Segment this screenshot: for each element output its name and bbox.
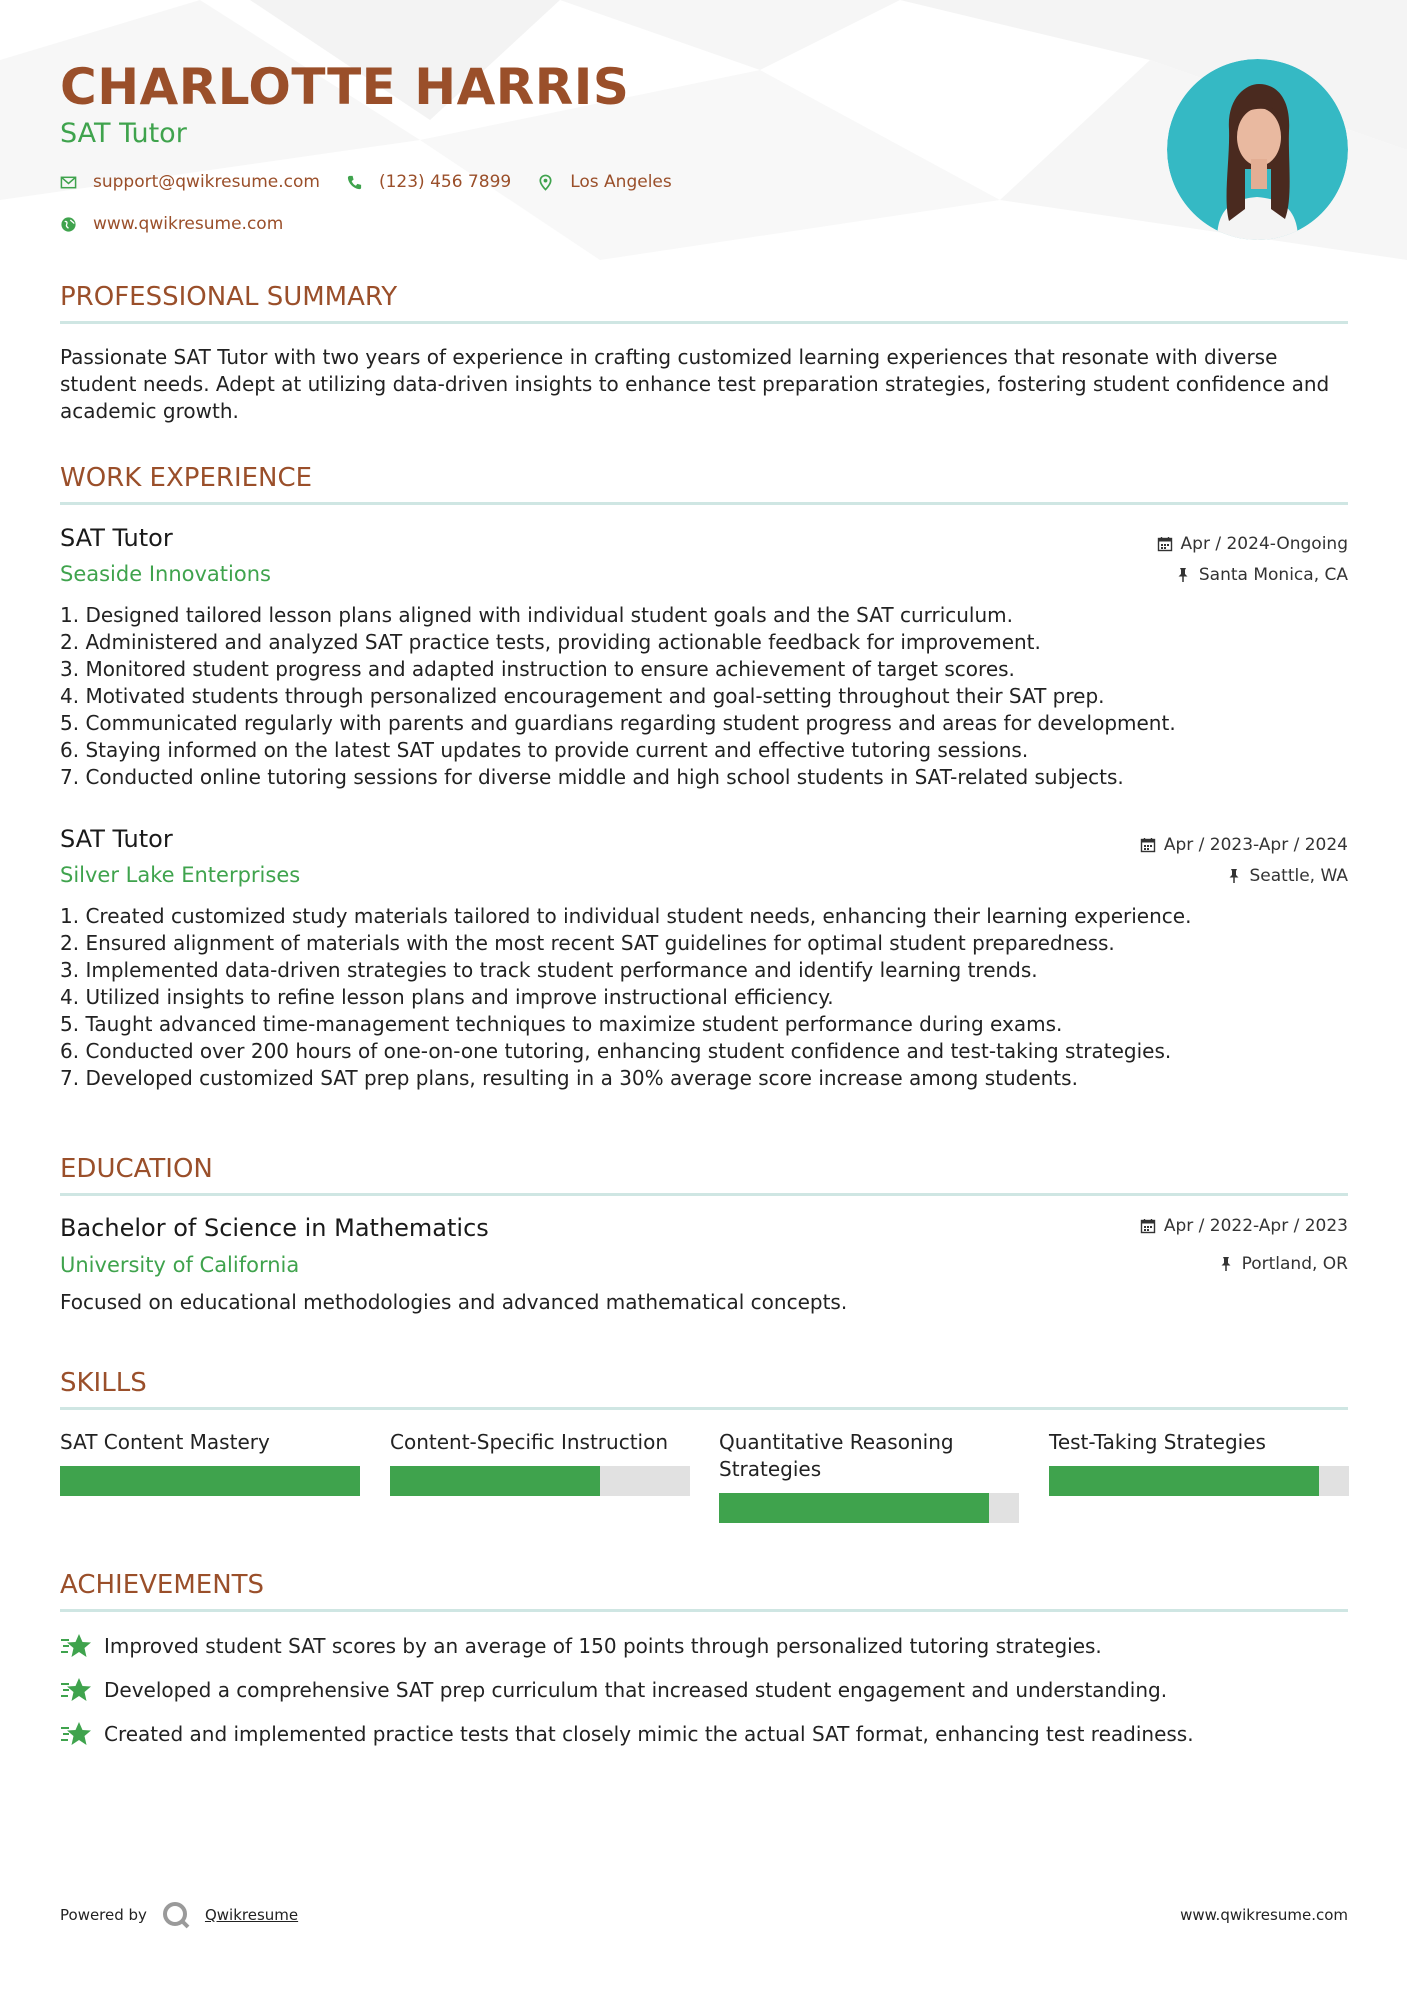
list-item: 6. Conducted over 200 hours of one-on-one tutoring, enhancing student confidence and test-taking strategies. bbox=[60, 1039, 1172, 1063]
section-heading-experience: WORK EXPERIENCE bbox=[60, 463, 313, 493]
globe-icon bbox=[60, 216, 77, 233]
candidate-name: CHARLOTTE HARRIS bbox=[60, 58, 630, 116]
section-heading-skills: SKILLS bbox=[60, 1368, 147, 1398]
list-item: 2. Ensured alignment of materials with the most recent SAT guidelines for optimal student preparedness. bbox=[60, 931, 1115, 955]
contact-row-primary bbox=[60, 172, 698, 192]
job-company: Silver Lake Enterprises bbox=[60, 863, 301, 887]
section-divider bbox=[60, 1407, 1348, 1410]
education-location-text: Portland, OR bbox=[1241, 1254, 1348, 1274]
profile-photo bbox=[1167, 59, 1348, 240]
education-description: Focused on educational methodologies and advanced mathematical concepts. bbox=[60, 1290, 848, 1314]
qwikresume-link[interactable]: Qwikresume bbox=[204, 1906, 299, 1924]
job-company: Seaside Innovations bbox=[60, 562, 271, 586]
skill-name: Test-Taking Strategies bbox=[1049, 1430, 1266, 1454]
achievement-text: Created and implemented practice tests that closely mimic the actual SAT format, enhancing test readiness. bbox=[104, 1722, 1194, 1746]
list-item: 2. Administered and analyzed SAT practice tests, providing actionable feedback for improvement. bbox=[60, 630, 1041, 654]
job-dates-text: Apr / 2024-Ongoing bbox=[1180, 534, 1348, 554]
job-dates bbox=[1157, 534, 1348, 554]
skill-bar bbox=[390, 1466, 690, 1496]
skill-bar-fill bbox=[60, 1466, 360, 1496]
skill-item bbox=[60, 1429, 360, 1496]
star-icon bbox=[60, 1675, 92, 1705]
contact-email[interactable]: support@qwikresume.com bbox=[93, 172, 320, 192]
job-bullets bbox=[60, 903, 1352, 1092]
achievement-text: Developed a comprehensive SAT prep curriculum that increased student engagement and understanding. bbox=[104, 1678, 1168, 1702]
section-divider bbox=[60, 1609, 1348, 1612]
list-item: 4. Motivated students through personalized encouragement and goal-setting throughout their SAT prep. bbox=[60, 684, 1105, 708]
footer-url[interactable]: www.qwikresume.com bbox=[1180, 1906, 1348, 1924]
pushpin-icon bbox=[1218, 1256, 1234, 1272]
achievement-item bbox=[60, 1631, 1102, 1661]
achievement-item bbox=[60, 1719, 1194, 1749]
contact-phone[interactable]: (123) 456 7899 bbox=[378, 172, 512, 192]
job-bullets bbox=[60, 602, 1352, 791]
skill-bar bbox=[60, 1466, 360, 1496]
list-item: 4. Utilized insights to refine lesson plans and improve instructional efficiency. bbox=[60, 985, 834, 1009]
contact-website[interactable]: www.qwikresume.com bbox=[93, 214, 284, 234]
map-pin-icon bbox=[537, 174, 554, 191]
skill-name: Content-Specific Instruction bbox=[390, 1430, 668, 1454]
skill-item bbox=[719, 1429, 1019, 1523]
list-item: 5. Communicated regularly with parents and guardians regarding student progress and areas for development. bbox=[60, 711, 1176, 735]
pushpin-icon bbox=[1226, 868, 1242, 884]
education-dates-text: Apr / 2022-Apr / 2023 bbox=[1163, 1216, 1348, 1236]
education-degree: Bachelor of Science in Mathematics bbox=[60, 1214, 489, 1242]
section-divider bbox=[60, 1193, 1348, 1196]
candidate-title: SAT Tutor bbox=[60, 118, 187, 149]
calendar-icon bbox=[1140, 1218, 1156, 1234]
education-school: University of California bbox=[60, 1253, 300, 1277]
footer-branding bbox=[60, 1900, 298, 1930]
skill-bar-fill bbox=[1049, 1466, 1319, 1496]
calendar-icon bbox=[1157, 536, 1173, 552]
list-item: 3. Monitored student progress and adapted instruction to ensure achievement of target scores. bbox=[60, 657, 1015, 681]
list-item: 1. Designed tailored lesson plans aligned with individual student goals and the SAT curriculum. bbox=[60, 603, 1014, 627]
qwikresume-logo-icon bbox=[161, 1900, 191, 1930]
job-title: SAT Tutor bbox=[60, 825, 173, 853]
job-dates-text: Apr / 2023-Apr / 2024 bbox=[1163, 835, 1348, 855]
summary-text: Passionate SAT Tutor with two years of experience in crafting customized learning experiences that resonate with diverse student needs. Adept at utilizing data-driven insights to enhance test preparation strategies, fostering student confidence and academic growth. bbox=[60, 345, 1330, 423]
job-location bbox=[1226, 866, 1349, 886]
skill-bar bbox=[719, 1493, 1019, 1523]
skill-bar bbox=[1049, 1466, 1349, 1496]
list-item: 3. Implemented data-driven strategies to track student performance and identify learning trends. bbox=[60, 958, 1038, 982]
star-icon bbox=[60, 1719, 92, 1749]
skill-bar-fill bbox=[390, 1466, 600, 1496]
section-divider bbox=[60, 502, 1348, 505]
achievement-item bbox=[60, 1675, 1167, 1705]
contact-location: Los Angeles bbox=[570, 172, 672, 192]
skill-bar-fill bbox=[719, 1493, 989, 1523]
skill-item bbox=[1049, 1429, 1349, 1496]
star-icon bbox=[60, 1631, 92, 1661]
section-divider bbox=[60, 321, 1348, 324]
section-heading-summary: PROFESSIONAL SUMMARY bbox=[60, 282, 398, 312]
skill-name: SAT Content Mastery bbox=[60, 1430, 270, 1454]
list-item: 7. Developed customized SAT prep plans, resulting in a 30% average score increase among students. bbox=[60, 1066, 1078, 1090]
list-item: 6. Staying informed on the latest SAT updates to provide current and effective tutoring sessions. bbox=[60, 738, 1029, 762]
education-dates bbox=[1140, 1216, 1348, 1236]
list-item: 5. Taught advanced time-management techniques to maximize student performance during exams. bbox=[60, 1012, 1063, 1036]
list-item: 1. Created customized study materials tailored to individual student needs, enhancing their learning experience. bbox=[60, 904, 1192, 928]
contact-row-secondary bbox=[60, 214, 309, 234]
powered-by-label: Powered by bbox=[60, 1906, 147, 1924]
skill-item bbox=[390, 1429, 690, 1496]
achievement-text: Improved student SAT scores by an average of 150 points through personalized tutoring strategies. bbox=[104, 1634, 1102, 1658]
job-location-text: Seattle, WA bbox=[1249, 866, 1348, 886]
section-heading-achievements: ACHIEVEMENTS bbox=[60, 1570, 265, 1600]
job-location-text: Santa Monica, CA bbox=[1198, 565, 1348, 585]
skill-name: Quantitative Reasoning Strategies bbox=[719, 1430, 954, 1481]
envelope-icon bbox=[60, 174, 77, 191]
job-dates bbox=[1140, 835, 1348, 855]
list-item: 7. Conducted online tutoring sessions for diverse middle and high school students in SAT-related subjects. bbox=[60, 765, 1124, 789]
education-location bbox=[1218, 1254, 1348, 1274]
job-location bbox=[1175, 565, 1348, 585]
phone-icon bbox=[346, 174, 363, 191]
section-heading-education: EDUCATION bbox=[60, 1154, 213, 1184]
job-title: SAT Tutor bbox=[60, 524, 173, 552]
calendar-icon bbox=[1140, 837, 1156, 853]
pushpin-icon bbox=[1175, 567, 1191, 583]
